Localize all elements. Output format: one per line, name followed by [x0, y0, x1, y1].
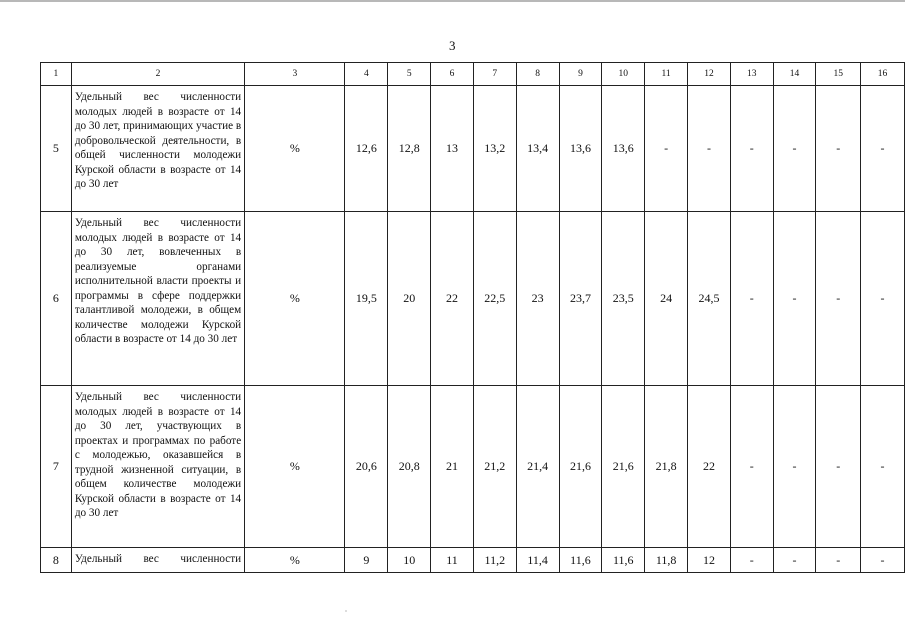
- value-cell: 23,5: [602, 212, 645, 386]
- value-cell: 20: [388, 212, 431, 386]
- value-cell: -: [773, 386, 816, 548]
- value-cell: -: [816, 86, 861, 212]
- value-cell: -: [688, 86, 731, 212]
- value-cell: 24: [645, 212, 688, 386]
- value-cell: 11,6: [602, 548, 645, 573]
- header-cell: 7: [473, 63, 516, 86]
- value-cell: -: [773, 548, 816, 573]
- header-cell: 14: [773, 63, 816, 86]
- header-cell: 2: [71, 63, 244, 86]
- value-cell: 12,6: [345, 86, 388, 212]
- value-cell: -: [816, 548, 861, 573]
- value-cell: 23: [516, 212, 559, 386]
- value-cell: 23,7: [559, 212, 602, 386]
- value-cell: 11,4: [516, 548, 559, 573]
- value-cell: 13,6: [602, 86, 645, 212]
- header-cell: 15: [816, 63, 861, 86]
- value-cell: -: [861, 212, 905, 386]
- value-cell: -: [730, 86, 773, 212]
- value-cell: -: [861, 386, 905, 548]
- header-cell: 12: [688, 63, 731, 86]
- value-cell: 11,8: [645, 548, 688, 573]
- value-cell: -: [816, 386, 861, 548]
- value-cell: 12,8: [388, 86, 431, 212]
- value-cell: 11: [431, 548, 474, 573]
- scan-speck: [345, 610, 347, 612]
- value-cell: -: [645, 86, 688, 212]
- header-cell: 10: [602, 63, 645, 86]
- value-cell: 19,5: [345, 212, 388, 386]
- header-cell: 1: [41, 63, 72, 86]
- table-row: [41, 86, 905, 212]
- value-cell: 24,5: [688, 212, 731, 386]
- value-cell: -: [730, 386, 773, 548]
- row-number: 5: [41, 86, 72, 212]
- value-cell: -: [773, 212, 816, 386]
- unit-cell: %: [245, 86, 345, 212]
- header-cell: 11: [645, 63, 688, 86]
- value-cell: 21,6: [559, 386, 602, 548]
- row-number: 8: [41, 548, 72, 573]
- header-cell: 4: [345, 63, 388, 86]
- header-cell: 8: [516, 63, 559, 86]
- indicator-name: Удельный вес численности: [71, 548, 244, 573]
- value-cell: 21,6: [602, 386, 645, 548]
- table-row: [41, 386, 905, 548]
- value-cell: -: [861, 548, 905, 573]
- value-cell: 21: [431, 386, 474, 548]
- indicator-name: Удельный вес численности молодых людей в возрасте от 14 до 30 лет, принимающих участие в добровольческой деятельности, в общей численности молодежи Курской области в возрасте от 14 до 30 лет: [71, 86, 244, 212]
- header-cell: 6: [431, 63, 474, 86]
- row-number: 6: [41, 212, 72, 386]
- value-cell: 21,2: [473, 386, 516, 548]
- header-cell: 9: [559, 63, 602, 86]
- header-cell: 3: [245, 63, 345, 86]
- header-cell: 13: [730, 63, 773, 86]
- value-cell: 22: [688, 386, 731, 548]
- value-cell: 13,6: [559, 86, 602, 212]
- value-cell: 22,5: [473, 212, 516, 386]
- value-cell: 21,8: [645, 386, 688, 548]
- value-cell: -: [730, 548, 773, 573]
- value-cell: 13: [431, 86, 474, 212]
- value-cell: 22: [431, 212, 474, 386]
- value-cell: -: [816, 212, 861, 386]
- value-cell: 13,4: [516, 86, 559, 212]
- indicator-table: [40, 62, 905, 573]
- value-cell: 20,6: [345, 386, 388, 548]
- header-cell: 5: [388, 63, 431, 86]
- unit-cell: %: [245, 386, 345, 548]
- value-cell: 9: [345, 548, 388, 573]
- header-row: [41, 63, 905, 86]
- value-cell: -: [773, 86, 816, 212]
- value-cell: 10: [388, 548, 431, 573]
- indicator-name: Удельный вес численности молодых людей в возрасте от 14 до 30 лет, участвующих в проектах и программах по работе с молодежью, оказавшейся в трудной жизненной ситуации, в общем количестве молодежи Курской области в возрасте от 14 до 30 лет: [71, 386, 244, 548]
- value-cell: -: [861, 86, 905, 212]
- unit-cell: %: [245, 212, 345, 386]
- value-cell: 11,2: [473, 548, 516, 573]
- value-cell: -: [730, 212, 773, 386]
- value-cell: 11,6: [559, 548, 602, 573]
- header-cell: 16: [861, 63, 905, 86]
- table-row: [41, 212, 905, 386]
- page-number: 3: [449, 38, 456, 53]
- value-cell: 20,8: [388, 386, 431, 548]
- row-number: 7: [41, 386, 72, 548]
- indicator-name: Удельный вес численности молодых людей в возрасте от 14 до 30 лет, вовлеченных в реализуемые органами исполнительной власти проекты и программы в сфере поддержки талантливой молодежи, в общем количестве молодежи Курской области в возрасте от 14 до 30 лет: [71, 212, 244, 386]
- value-cell: 13,2: [473, 86, 516, 212]
- unit-cell: %: [245, 548, 345, 573]
- value-cell: 21,4: [516, 386, 559, 548]
- table-row: [41, 548, 905, 573]
- scan-top-edge: [0, 0, 905, 2]
- value-cell: 12: [688, 548, 731, 573]
